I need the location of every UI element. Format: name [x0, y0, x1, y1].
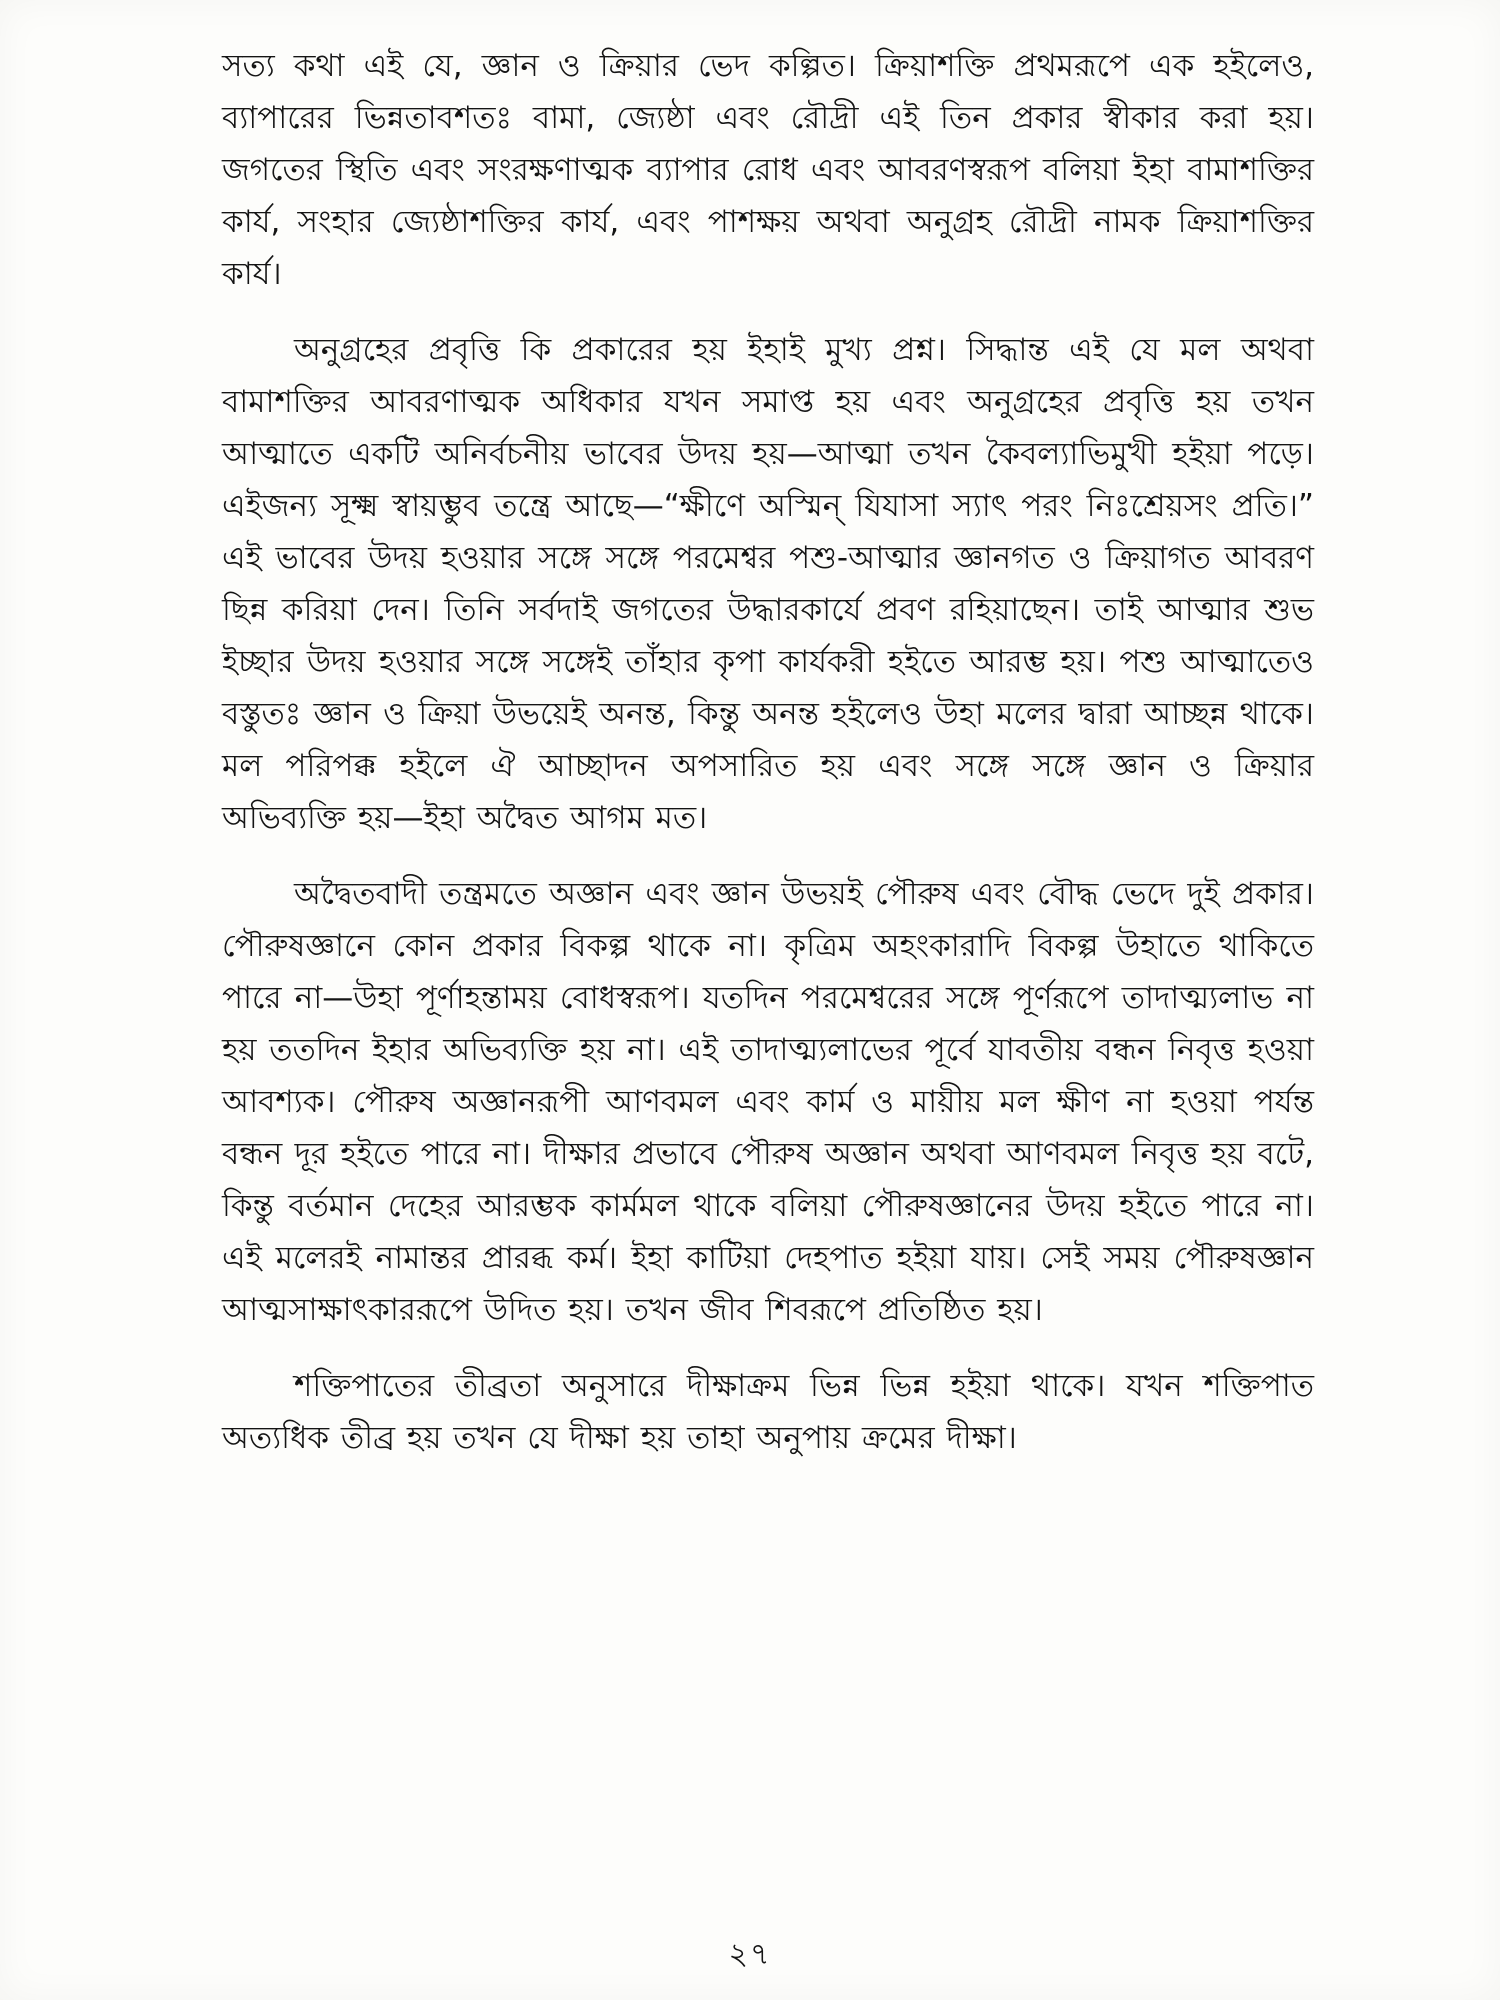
paragraph-kriya-shakti: সত্য কথা এই যে, জ্ঞান ও ক্রিয়ার ভেদ কল্পিত। ক্রিয়াশক্তি প্রথমরূপে এক হইলেও, ব্যাপারের ভিন্নতাবশতঃ বামা, জ্যেষ্ঠা এবং রৌদ্রী এই তিন প্রকার স্বীকার করা হয়। জগতের স্থিতি এবং সংরক্ষণাত্মক ব্যাপার রোধ এবং আবরণস্বরূপ বলিয়া ইহা বামাশক্তির কার্য, সংহার জ্যেষ্ঠাশক্তির কার্য, এবং পাশক্ষয় অথবা অনুগ্রহ রৌদ্রী নামক ক্রিয়াশক্তির কার্য। [222, 48, 1314, 292]
paragraph-anugraha: অনুগ্রহের প্রবৃত্তি কি প্রকারের হয় ইহাই মুখ্য প্রশ্ন। সিদ্ধান্ত এই যে মল অথবা বামাশক্তির আবরণাত্মক অধিকার যখন সমাপ্ত হয় এবং অনুগ্রহের প্রবৃত্তি হয় তখন আত্মাতে একটি অনির্বচনীয় ভাবের উদয় হয়—আত্মা তখন কৈবল্যাভিমুখী হইয়া পড়ে। এইজন্য সূক্ষ্ম স্বায়ম্ভুব তন্ত্রে আছে—“ক্ষীণে অস্মিন্ যিযাসা স্যাৎ পরং নিঃশ্রেয়সং প্রতি।” এই ভাবের উদয় হওয়ার সঙ্গে সঙ্গে পরমেশ্বর পশু-আত্মার জ্ঞানগত ও ক্রিয়াগত আবরণ ছিন্ন করিয়া দেন। তিনি সর্বদাই জগতের উদ্ধারকার্যে প্রবণ রহিয়াছেন। তাই আত্মার শুভ ইচ্ছার উদয় হওয়ার সঙ্গে সঙ্গেই তাঁহার কৃপা কার্যকরী হইতে আরম্ভ হয়। পশু আত্মাতেও বস্তুতঃ জ্ঞান ও ক্রিয়া উভয়েই অনন্ত, কিন্তু অনন্ত হইলেও উহা মলের দ্বারা আচ্ছন্ন থাকে। মল পরিপক্ক হইলে ঐ আচ্ছাদন অপসারিত হয় এবং সঙ্গে সঙ্গে জ্ঞান ও ক্রিয়ার অভিব্যক্তি হয়—ইহা অদ্বৈত আগম মত। [222, 332, 1314, 836]
page-number: ২৭ [728, 1937, 772, 1972]
paragraph-advaita-tantra: অদ্বৈতবাদী তন্ত্রমতে অজ্ঞান এবং জ্ঞান উভয়ই পৌরুষ এবং বৌদ্ধ ভেদে দুই প্রকার। পৌরুষজ্ঞানে কোন প্রকার বিকল্প থাকে না। কৃত্রিম অহংকারাদি বিকল্প উহাতে থাকিতে পারে না—উহা পূর্ণাহন্তাময় বোধস্বরূপ। যতদিন পরমেশ্বরের সঙ্গে পূর্ণরূপে তাদাত্ম্যলাভ না হয় ততদিন ইহার অভিব্যক্তি হয় না। এই তাদাত্ম্যলাভের পূর্বে যাবতীয় বন্ধন নিবৃত্ত হওয়া আবশ্যক। পৌরুষ অজ্ঞানরূপী আণবমল এবং কার্ম ও মায়ীয় মল ক্ষীণ না হওয়া পর্যন্ত বন্ধন দূর হইতে পারে না। দীক্ষার প্রভাবে পৌরুষ অজ্ঞান অথবা আণবমল নিবৃত্ত হয় বটে, কিন্তু বর্তমান দেহের আরম্ভক কার্মমল থাকে বলিয়া পৌরুষজ্ঞানের উদয় হইতে পারে না। এই মলেরই নামান্তর প্রারব্ধ কর্ম। ইহা কাটিয়া দেহপাত হইয়া যায়। সেই সময় পৌরুষজ্ঞান আত্মসাক্ষাৎকাররূপে উদিত হয়। তখন জীব শিবরূপে প্রতিষ্ঠিত হয়। [222, 876, 1314, 1328]
body-text [222, 40, 1314, 1464]
paragraph-shaktipata: শক্তিপাতের তীব্রতা অনুসারে দীক্ষাক্রম ভিন্ন ভিন্ন হইয়া থাকে। যখন শক্তিপাত অত্যধিক তীব্র হয় তখন যে দীক্ষা হয় তাহা অনুপায় ক্রমের দীক্ষা। [222, 1368, 1314, 1456]
